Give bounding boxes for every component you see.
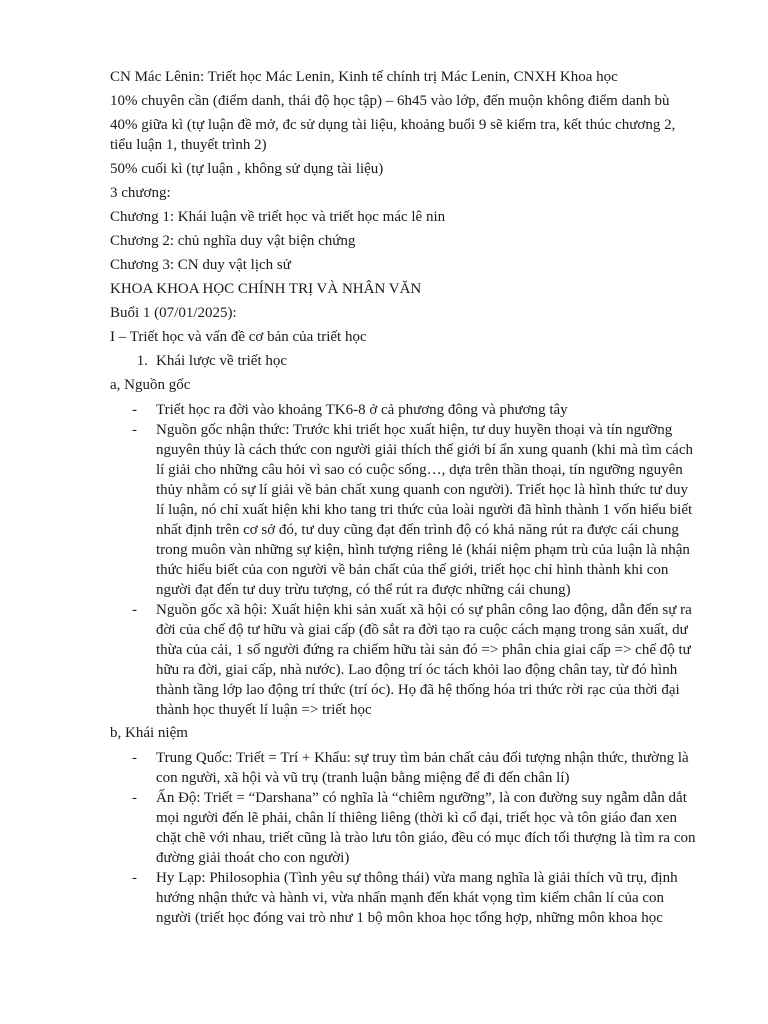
list-item-text: Nguồn gốc nhận thức: Trước khi triết học xuất hiện, tư duy huyền thoại và tín ngưỡng nguyên thủy là cách thức con người giải thích thế giới bí ẩn xung quanh (khi mà tìm cách lí giải cho những câu hỏi vì sao có cuộc sống…, dựa trên thần thoại, tín ngưỡng nguyên thủy nhằm có sự lí giải về bản chất xung quanh con người). Triết học là hình thức tư duy lí luận, nó chỉ xuất hiện khi kho tang tri thức của loài người đã hình thành 1 vốn hiểu biết nhất định trên cơ sở đó, tư duy cũng đạt đến trình độ có khả năng rút ra được cái chung trong muôn vàn những sự kiện, hình tượng riêng lẻ (khái niệm phạm trù của luận là nhận thức hiểu biết của con người về bản chất của thế giới, triết học chỉ hình thành khi con người đạt đến tư duy trừu tượng, có thể rút ra được những cái chung): [156, 421, 693, 598]
bullet-list-b: [110, 748, 700, 928]
subsection-b-heading: b, Khái niệm: [110, 724, 188, 741]
bullet-dash: -: [132, 601, 137, 618]
chapter-3-line: Chương 3: CN duy vật lịch sử: [110, 256, 291, 273]
course-title-line: CN Mác Lênin: Triết học Mác Lenin, Kinh tế chính trị Mác Lenin, CNXH Khoa học: [110, 69, 618, 85]
session-heading: Buổi 1 (07/01/2025):: [110, 304, 237, 321]
midterm-grading-line: 40% giữa kì (tự luận đề mở, đc sử dụng tài liệu, khoảng buổi 9 sẽ kiểm tra, kết thúc chương 2, tiểu luận 1, thuyết trình 2): [110, 117, 676, 153]
list-item: [110, 420, 700, 600]
bullet-dash: -: [132, 401, 137, 418]
list-item: [110, 868, 700, 928]
numbered-item-text: Khái lược về triết học: [156, 352, 288, 369]
list-item: [110, 600, 700, 720]
faculty-heading: KHOA KHOA HỌC CHÍNH TRỊ VÀ NHÂN VĂN: [110, 280, 422, 297]
section-heading: I – Triết học và vấn đề cơ bản của triết học: [110, 328, 367, 345]
bullet-dash: -: [132, 749, 137, 766]
list-item: [110, 748, 700, 788]
final-grading-line: 50% cuối kì (tự luận , không sử dụng tài liệu): [110, 160, 384, 177]
document-page: [110, 68, 700, 932]
bullet-dash: -: [132, 421, 137, 438]
chapter-2-line: Chương 2: chủ nghĩa duy vật biện chứng: [110, 232, 356, 249]
attendance-grading-line: 10% chuyên cần (điểm danh, thái độ học tập) – 6h45 vào lớp, đến muộn không điểm danh bù: [110, 93, 670, 109]
list-item-text: Hy Lạp: Philosophia (Tình yêu sự thông thái) vừa mang nghĩa là giải thích vũ trụ, định hướng nhận thức và hành vi, vừa nhấn mạnh đến khát vọng tìm kiếm chân lí của con người (triết học đóng vai trò như 1 bộ môn khoa học tổng hợp, những môn khoa học: [156, 869, 678, 926]
numbered-item: [110, 352, 700, 372]
list-item: [110, 400, 700, 420]
bullet-dash: -: [132, 789, 137, 806]
list-item-text: Ấn Độ: Triết = “Darshana” có nghĩa là “chiêm ngưỡng”, là con đường suy ngẫm dẫn dắt mọi người đến lẽ phải, chân lí thiêng liêng (thời kì cổ đại, triết học và tôn giáo đan xen chặt chẽ với nhau, triết cũng là trào lưu tôn giáo, đều có mục đích tối thượng là tìm ra con đường giải thoát cho con người): [156, 789, 696, 866]
list-item-text: Triết học ra đời vào khoảng TK6-8 ở cả phương đông và phương tây: [156, 401, 568, 418]
chapter-1-line: Chương 1: Khái luận về triết học và triết học mác lê nin: [110, 208, 446, 225]
bullet-dash: -: [132, 869, 137, 886]
bullet-list-a: [110, 400, 700, 720]
list-item: [110, 788, 700, 868]
numbered-item-number: 1.: [136, 352, 148, 369]
list-item-text: Nguồn gốc xã hội: Xuất hiện khi sản xuất xã hội có sự phân công lao động, dẫn đến sự ra đời của chế độ tư hữu và giai cấp (đồ sắt ra đời tạo ra cuộc cách mạng trong sản xuất, dư thừa của cải, 1 số người đứng ra chiếm hữu tài sản đó => phân chia giai cấp => chế độ tư hữu ra đời, giai cấp, nhà nước). Lao động trí óc tách khỏi lao động chân tay, từ đó hình thành tầng lớp lao động trí thức (trí óc). Họ đã hệ thống hóa tri thức rời rạc của thời đại thành học thuyết lí luận => triết học: [156, 601, 692, 718]
chapters-heading: 3 chương:: [110, 184, 171, 201]
list-item-text: Trung Quốc: Triết = Trí + Khẩu: sự truy tìm bản chất cảu đối tượng nhận thức, thường là con người, xã hội và vũ trụ (tranh luận bằng miệng để đi đến chân lí): [156, 749, 689, 786]
subsection-a-heading: a, Nguồn gốc: [110, 376, 191, 393]
